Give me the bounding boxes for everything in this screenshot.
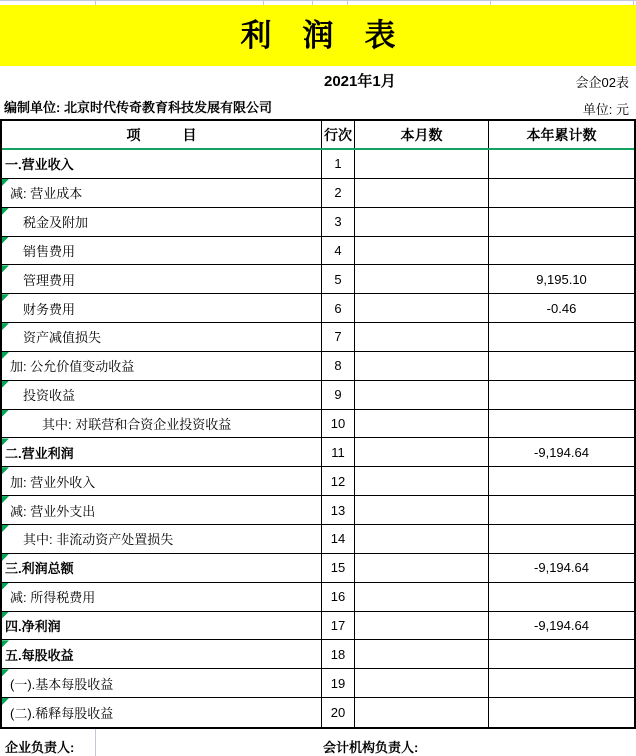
item-cell[interactable] (2, 352, 322, 381)
cell-flag-icon (2, 294, 9, 301)
item-cell[interactable] (2, 150, 322, 179)
current-month-cell[interactable] (355, 352, 489, 381)
line-number-cell[interactable]: 9 (322, 381, 355, 410)
line-number-cell[interactable]: 5 (322, 265, 355, 294)
line-number-cell[interactable]: 8 (322, 352, 355, 381)
gridline (263, 1, 264, 5)
ytd-amount-cell[interactable] (489, 669, 634, 698)
item-cell[interactable] (2, 265, 322, 294)
gridline (490, 1, 491, 5)
current-month-cell[interactable] (355, 669, 489, 698)
current-month-cell[interactable] (355, 467, 489, 496)
item-cell[interactable] (2, 496, 322, 525)
current-month-cell[interactable] (355, 698, 489, 727)
item-label: 减: 所得税费用 (10, 590, 96, 606)
line-number-cell[interactable]: 14 (322, 525, 355, 554)
table-row (2, 525, 634, 554)
item-cell[interactable] (2, 237, 322, 266)
line-number-cell[interactable]: 18 (322, 640, 355, 669)
report-title: 利 润 表 (240, 18, 396, 53)
current-month-cell[interactable] (355, 612, 489, 641)
cell-flag-icon (2, 179, 9, 186)
item-label: (一).基本每股收益 (10, 676, 114, 692)
table-row (2, 323, 634, 352)
signature-footer (0, 729, 636, 756)
table-body (2, 150, 634, 727)
item-cell[interactable] (2, 294, 322, 323)
item-cell[interactable] (2, 612, 322, 641)
cell-flag-icon (2, 669, 9, 676)
item-cell[interactable] (2, 583, 322, 612)
item-cell[interactable] (2, 381, 322, 410)
ytd-amount-cell[interactable]: -9,194.64 (489, 438, 634, 467)
item-label: 加: 营业外收入 (10, 474, 96, 490)
cell-flag-icon (2, 496, 9, 503)
ytd-amount-cell[interactable]: 9,195.10 (489, 265, 634, 294)
item-label: 管理费用 (23, 272, 76, 288)
line-number-cell[interactable]: 6 (322, 294, 355, 323)
accounting-head-label: 会计机构负责人: (323, 739, 419, 755)
item-cell[interactable] (2, 525, 322, 554)
ytd-amount-cell[interactable] (489, 323, 634, 352)
cell-flag-icon (2, 525, 9, 532)
cell-flag-icon (2, 381, 9, 388)
item-cell[interactable] (2, 669, 322, 698)
ytd-amount-cell[interactable] (489, 525, 634, 554)
spreadsheet-gridline-strip (0, 0, 636, 5)
gridline (312, 1, 313, 5)
ytd-amount-cell[interactable] (489, 150, 634, 179)
table-row (2, 496, 634, 525)
line-number-cell[interactable]: 7 (322, 323, 355, 352)
ytd-amount-cell[interactable] (489, 410, 634, 439)
table-row (2, 554, 634, 583)
title-band (0, 5, 636, 66)
item-label: 五.每股收益 (5, 647, 74, 663)
item-label: 减: 营业外支出 (10, 503, 96, 519)
item-label: 其中: 非流动资产处置损失 (23, 532, 174, 548)
table-row (2, 179, 634, 208)
cell-flag-icon (2, 583, 9, 590)
current-month-cell[interactable] (355, 381, 489, 410)
cell-flag-icon (2, 352, 9, 359)
table-row (2, 640, 634, 669)
ytd-amount-cell[interactable] (489, 381, 634, 410)
table-row (2, 208, 634, 237)
line-number-cell[interactable]: 1 (322, 150, 355, 179)
gridline (95, 729, 96, 756)
table-row (2, 352, 634, 381)
current-month-cell[interactable] (355, 179, 489, 208)
ytd-amount-cell[interactable] (489, 352, 634, 381)
item-label: 其中: 对联营和合资企业投资收益 (42, 417, 232, 433)
currency-unit-label: 单位: 元 (582, 102, 629, 117)
cell-flag-icon (2, 265, 9, 272)
cell-flag-icon (2, 698, 9, 705)
ytd-amount-cell[interactable]: -9,194.64 (489, 554, 634, 583)
item-cell[interactable] (2, 323, 322, 352)
ytd-amount-cell[interactable] (489, 208, 634, 237)
line-number-cell[interactable]: 19 (322, 669, 355, 698)
prepared-by-label: 编制单位: 北京时代传奇教育科技发展有限公司 (4, 100, 272, 115)
ytd-amount-cell[interactable]: -9,194.64 (489, 612, 634, 641)
table-row (2, 237, 634, 266)
line-number-cell[interactable]: 12 (322, 467, 355, 496)
item-label: 一.营业收入 (5, 157, 74, 173)
table-row (2, 381, 634, 410)
item-cell[interactable] (2, 410, 322, 439)
cell-flag-icon (2, 208, 9, 215)
item-label: 资产减值损失 (23, 330, 102, 346)
table-row (2, 669, 634, 698)
table-row (2, 410, 634, 439)
ytd-amount-cell[interactable] (489, 179, 634, 208)
line-number-cell[interactable]: 13 (322, 496, 355, 525)
item-label: 投资收益 (23, 388, 76, 404)
item-cell[interactable] (2, 208, 322, 237)
header-item-column: 项 目 (2, 121, 322, 148)
line-number-cell[interactable]: 20 (322, 698, 355, 727)
line-number-cell[interactable]: 4 (322, 237, 355, 266)
table-row (2, 294, 634, 323)
line-number-cell[interactable]: 11 (322, 438, 355, 467)
item-label: (二).稀释每股收益 (10, 705, 114, 721)
header-month-column: 本月数 (355, 121, 489, 148)
cell-flag-icon (2, 410, 9, 417)
current-month-cell[interactable] (355, 583, 489, 612)
item-cell[interactable] (2, 640, 322, 669)
ytd-amount-cell[interactable] (489, 698, 634, 727)
ytd-amount-cell[interactable]: -0.46 (489, 294, 634, 323)
header-line-column: 行次 (322, 121, 355, 148)
table-row (2, 467, 634, 496)
header-ytd-column: 本年累计数 (526, 126, 597, 143)
item-cell[interactable] (2, 438, 322, 467)
line-number-cell[interactable]: 3 (322, 208, 355, 237)
current-month-cell[interactable] (355, 640, 489, 669)
item-label: 三.利润总额 (5, 561, 74, 577)
line-number-cell[interactable]: 16 (322, 583, 355, 612)
item-label: 税金及附加 (23, 215, 89, 231)
item-label: 销售费用 (23, 243, 76, 259)
item-cell[interactable] (2, 179, 322, 208)
line-number-cell[interactable]: 15 (322, 554, 355, 583)
current-month-cell[interactable] (355, 438, 489, 467)
item-label: 四.净利润 (5, 618, 61, 634)
item-label: 财务费用 (23, 301, 76, 317)
current-month-cell[interactable] (355, 410, 489, 439)
item-label: 减: 营业成本 (10, 186, 83, 202)
table-row (2, 612, 634, 641)
period-row (0, 66, 636, 92)
company-head-label: 企业负责人: (5, 739, 75, 755)
cell-flag-icon (2, 323, 9, 330)
current-month-cell[interactable] (355, 237, 489, 266)
item-cell[interactable] (2, 554, 322, 583)
table-header-row (2, 121, 634, 150)
line-number-cell[interactable]: 17 (322, 612, 355, 641)
item-label: 二.营业利润 (5, 445, 74, 461)
cell-flag-icon (2, 467, 9, 474)
current-month-cell[interactable] (355, 150, 489, 179)
item-label: 加: 公允价值变动收益 (10, 359, 135, 375)
ytd-amount-cell[interactable] (489, 583, 634, 612)
current-month-cell[interactable] (355, 554, 489, 583)
ytd-amount-cell[interactable] (489, 467, 634, 496)
current-month-cell[interactable] (355, 496, 489, 525)
form-code: 会企02表 (575, 75, 629, 90)
income-statement-table (0, 119, 636, 729)
table-row (2, 698, 634, 727)
gridline (95, 1, 96, 5)
table-row (2, 265, 634, 294)
ytd-amount-cell[interactable] (489, 640, 634, 669)
ytd-amount-cell[interactable] (489, 237, 634, 266)
item-cell[interactable] (2, 698, 322, 727)
cell-flag-icon (2, 237, 9, 244)
item-cell[interactable] (2, 467, 322, 496)
prepared-by-row (0, 92, 636, 119)
current-month-cell[interactable] (355, 294, 489, 323)
gridline (347, 1, 348, 5)
current-month-cell[interactable] (355, 265, 489, 294)
gridline (633, 1, 634, 5)
current-month-cell[interactable] (355, 323, 489, 352)
table-row (2, 583, 634, 612)
table-row (2, 150, 634, 179)
line-number-cell[interactable]: 2 (322, 179, 355, 208)
current-month-cell[interactable] (355, 525, 489, 554)
ytd-amount-cell[interactable] (489, 496, 634, 525)
report-period: 2021年1月 (324, 73, 396, 90)
current-month-cell[interactable] (355, 208, 489, 237)
table-row (2, 438, 634, 467)
line-number-cell[interactable]: 10 (322, 410, 355, 439)
